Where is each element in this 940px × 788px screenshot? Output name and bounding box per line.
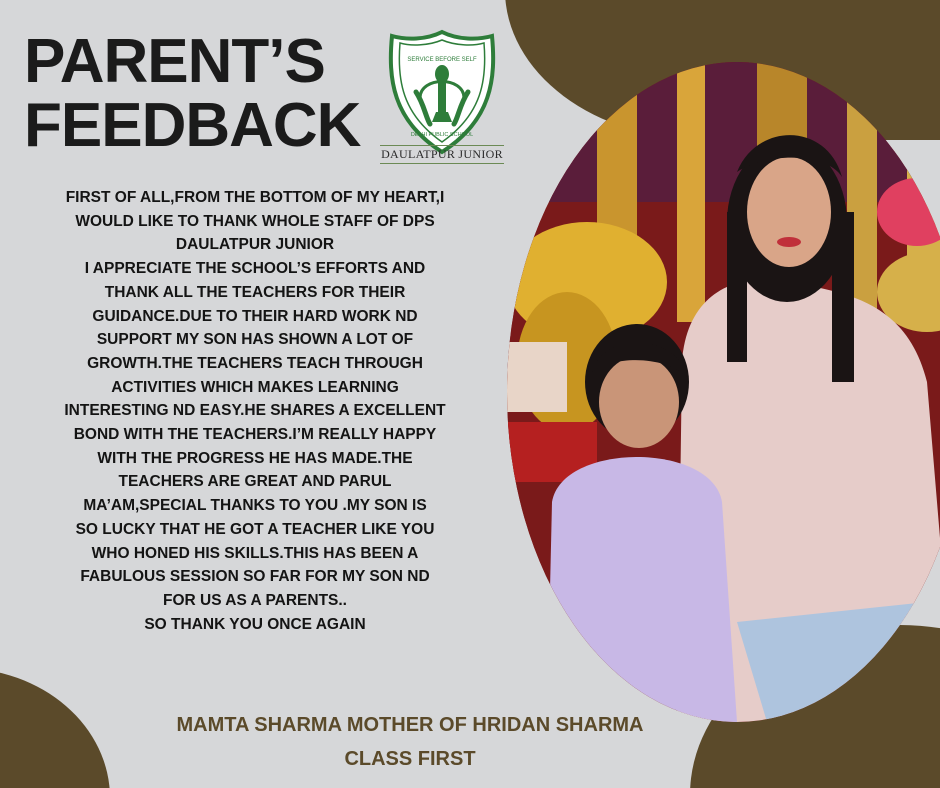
feedback-line: ACTIVITIES WHICH MAKES LEARNING [111, 378, 399, 396]
title-line-2: FEEDBACK [24, 91, 361, 160]
feedback-line: MA’AM,SPECIAL THANKS TO YOU .MY SON IS [83, 497, 427, 515]
school-name-label: DAULATPUR JUNIOR [380, 145, 504, 164]
signature-class: CLASS FIRST [344, 748, 476, 770]
feedback-line: BOND WITH THE TEACHERS.I’M REALLY HAPPY [73, 426, 437, 444]
feedback-line: FABULOUS SESSION SO FAR FOR MY SON ND [80, 568, 430, 586]
feedback-line: DAULATPUR JUNIOR [175, 236, 335, 254]
signature-name: MAMTA SHARMA MOTHER OF HRIDAN SHARMA [176, 714, 644, 736]
page-title [24, 27, 361, 160]
feedback-line: THANK ALL THE TEACHERS FOR THEIR [104, 283, 406, 301]
signature-block [110, 708, 710, 776]
title-line-1: PARENT’S [24, 27, 325, 96]
feedback-line: I APPRECIATE THE SCHOOL’S EFFORTS AND [84, 260, 426, 278]
parent-child-photo [507, 62, 940, 722]
feedback-line: FOR US AS A PARENTS.. [162, 591, 347, 609]
feedback-line: INTERESTING ND EASY.HE SHARES A EXCELLENT [64, 402, 446, 420]
feedback-line: SO LUCKY THAT HE GOT A TEACHER LIKE YOU [75, 520, 435, 538]
feedback-line: GUIDANCE.DUE TO THEIR HARD WORK ND [92, 307, 418, 325]
svg-text:DELHI PUBLIC SCHOOL: DELHI PUBLIC SCHOOL [410, 132, 474, 138]
bottom-left-decor-shape [0, 668, 110, 788]
photo-illustration [507, 62, 940, 722]
feedback-line: SO THANK YOU ONCE AGAIN [144, 615, 366, 633]
svg-text:SERVICE BEFORE SELF: SERVICE BEFORE SELF [407, 57, 477, 63]
school-crest-icon [380, 28, 504, 162]
feedback-line: WHO HONED HIS SKILLS.THIS HAS BEEN A [91, 544, 419, 562]
feedback-line: FIRST OF ALL,FROM THE BOTTOM OF MY HEART,I [65, 189, 445, 206]
feedback-line: SUPPORT MY SON HAS SHOWN A LOT OF [96, 331, 414, 349]
feedback-line: GROWTH.THE TEACHERS TEACH THROUGH [87, 354, 423, 372]
feedback-line: WOULD LIKE TO THANK WHOLE STAFF OF DPS [75, 212, 435, 230]
feedback-text [20, 186, 490, 636]
feedback-line: WITH THE PROGRESS HE HAS MADE.THE [97, 449, 413, 467]
feedback-line: TEACHERS ARE GREAT AND PARUL [118, 473, 392, 491]
